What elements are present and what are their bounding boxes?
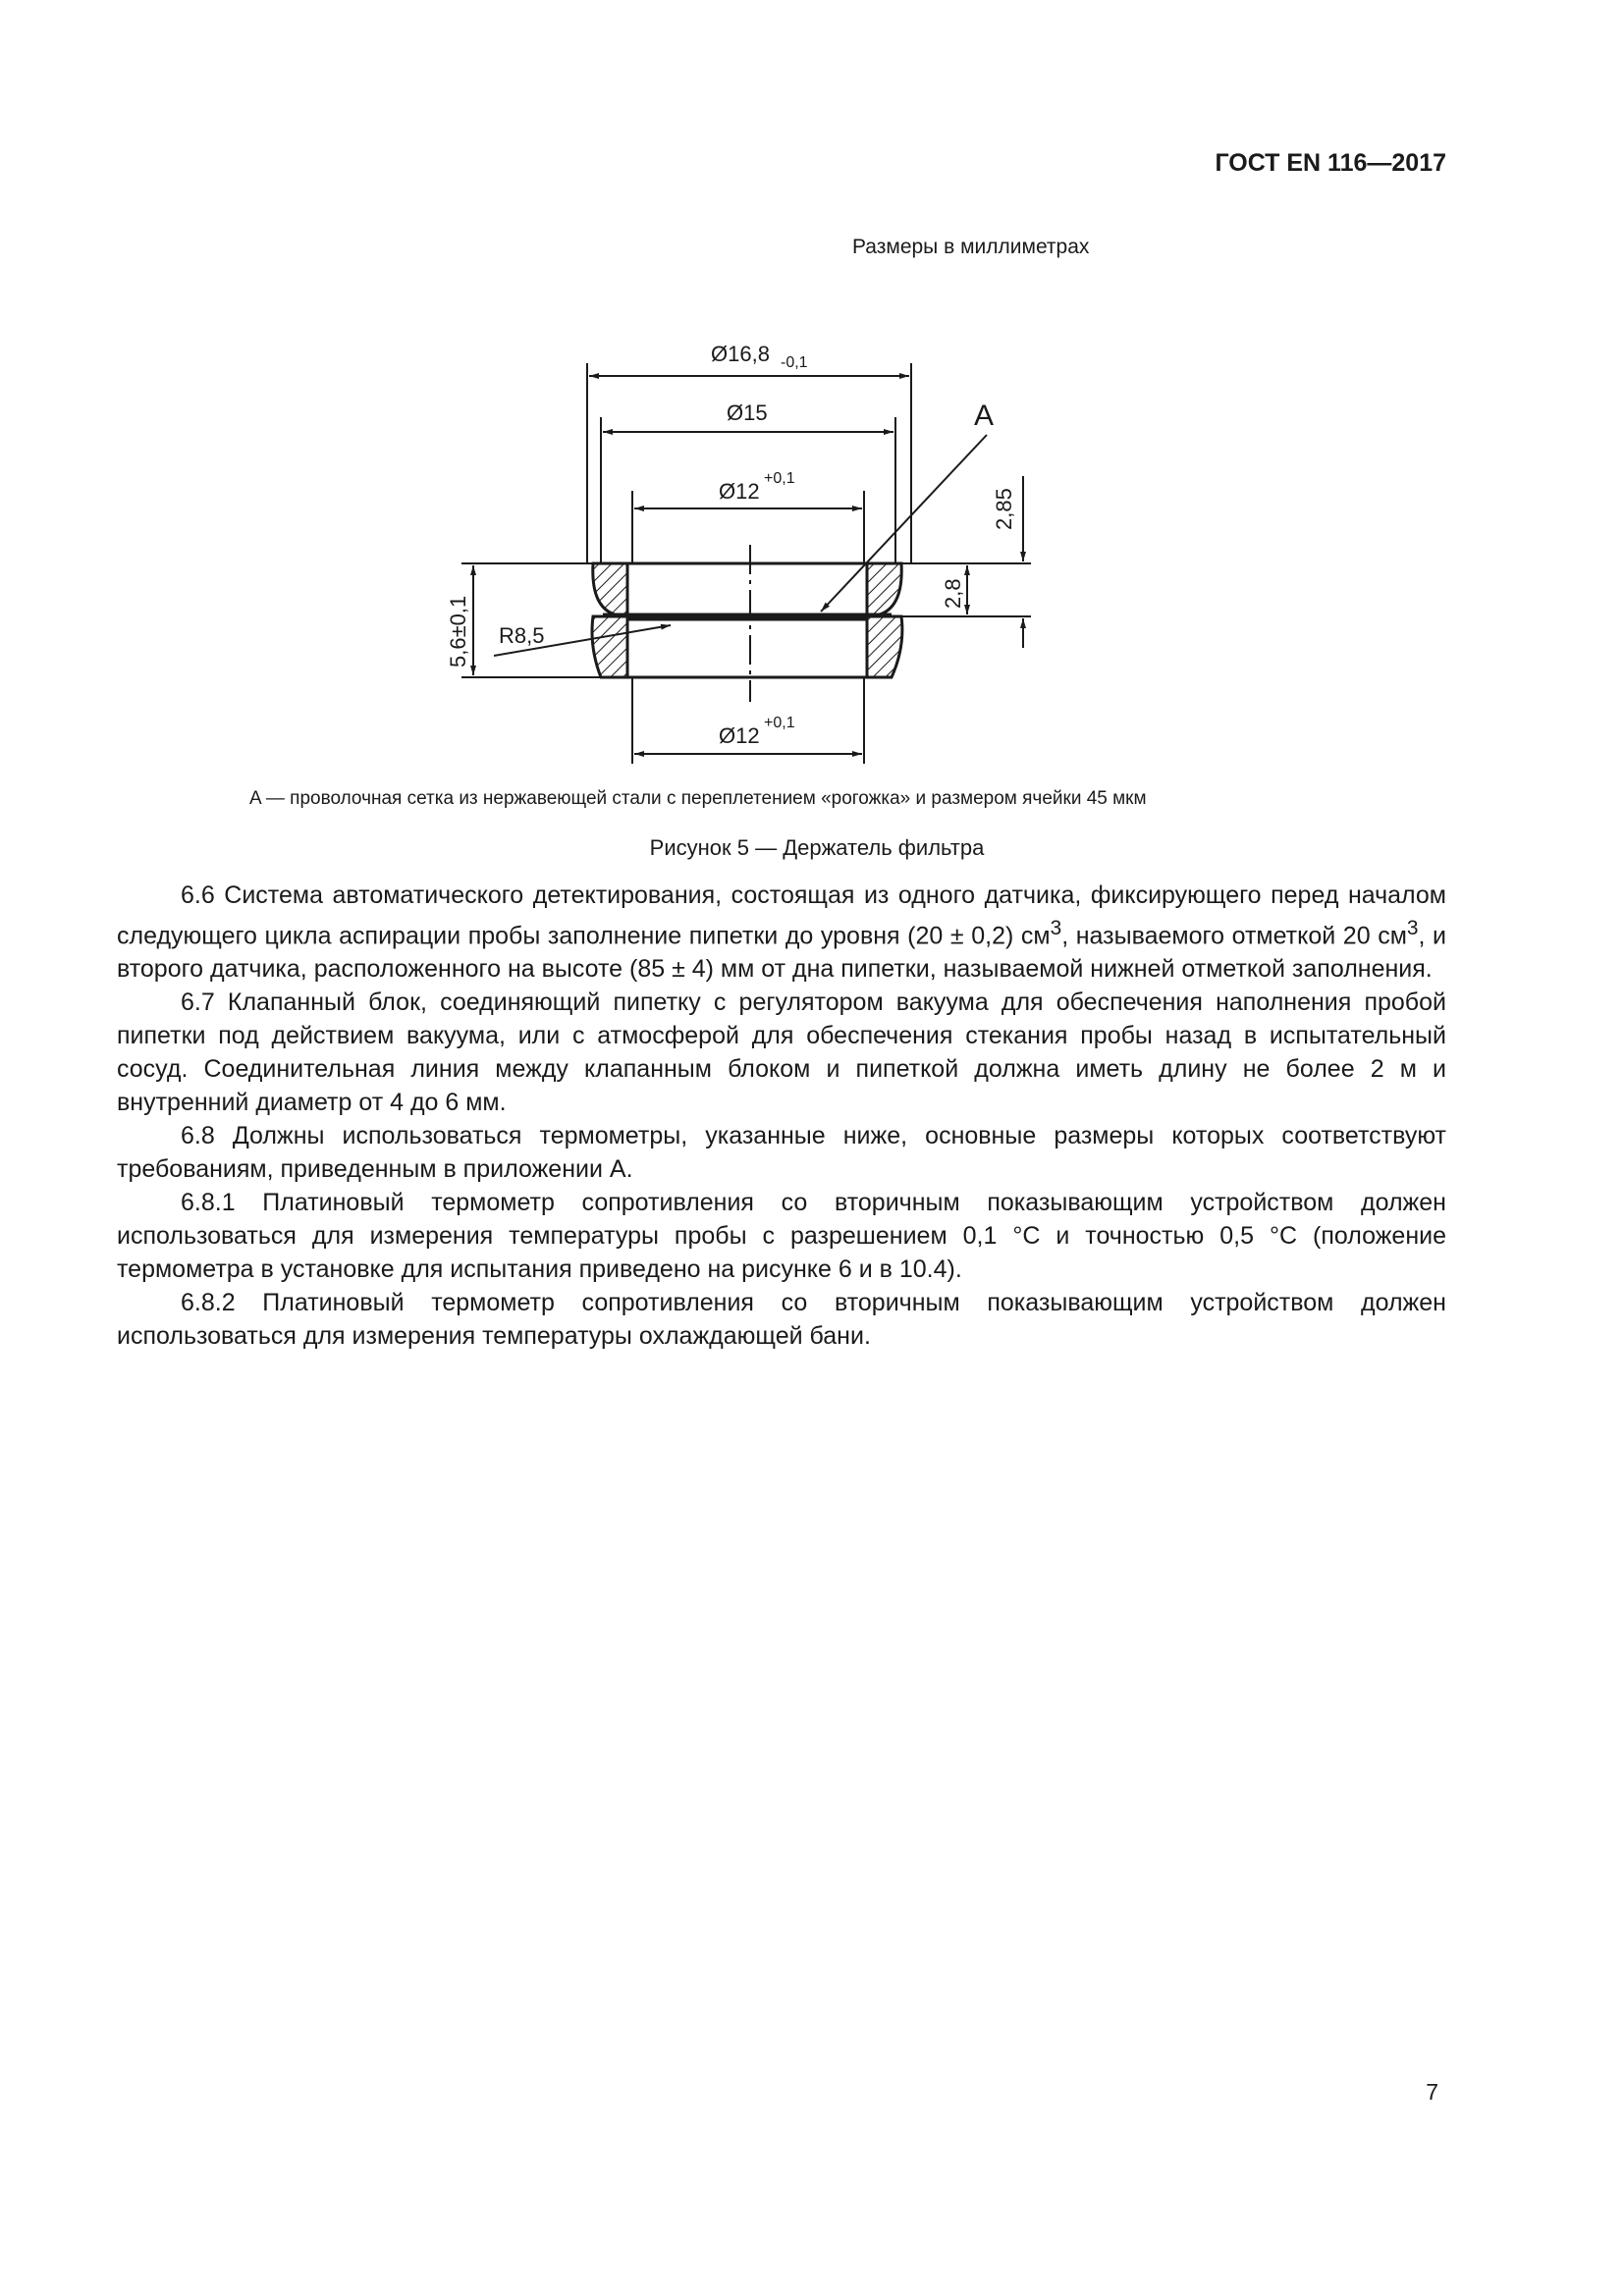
dim-radius: R8,5 bbox=[499, 623, 545, 648]
dim-depth-step: 2,8 bbox=[941, 578, 965, 609]
paragraph-6-6: 6.6 Система автоматического детектирования, состоящая из одного датчика, фиксирующего перед началом следующего цикла аспирации пробы заполнение пипетки до уровня (20 ± 0,2) $см^3$, называемого отметкой 20 $см^3$, и второго датчика, расположенного на высоте (85 ± 4) мм от дна пипетки, называемой нижней отметкой заполнения. bbox=[117, 881, 1446, 984]
paragraph-6-8: 6.8 Должны использоваться термометры, указанные ниже, основные размеры которых соответствуют требованиям, приведенным в приложении А. bbox=[117, 1122, 1446, 1184]
units-note: Размеры в миллиметрах bbox=[852, 236, 1090, 258]
part-body bbox=[592, 563, 902, 677]
dim-depth-top: 2,85 bbox=[992, 488, 1016, 530]
filter-holder-drawing bbox=[0, 0, 1624, 785]
body-text bbox=[117, 879, 1446, 1353]
dimension-labels bbox=[446, 342, 1016, 748]
figure-key: A — проволочная сетка из нержавеющей стали с переплетением «рогожка» и размером ячейки 45 мкм bbox=[249, 788, 1147, 809]
dim-outer-diameter: Ø16,8 bbox=[711, 342, 770, 366]
callout-label: A bbox=[974, 400, 995, 432]
dim-height-total: 5,6±0,1 bbox=[446, 595, 470, 667]
standard-code: ГОСТ EN 116—2017 bbox=[1215, 149, 1446, 177]
paragraph-6-8-1: 6.8.1 Платиновый термометр сопротивления со вторичным показывающим устройством должен использоваться для измерения температуры пробы с разрешением 0,1 °С и точностью 0,5 °С (положение термометра в установке для испытания приведено на рисунке 6 и в 10.4). bbox=[117, 1189, 1446, 1284]
dim-inner-bottom: Ø12 bbox=[719, 723, 760, 748]
figure-caption: Рисунок 5 — Держатель фильтра bbox=[649, 835, 985, 860]
page-number: 7 bbox=[1426, 2079, 1438, 2105]
dim-outer-tol: -0,1 bbox=[781, 354, 808, 371]
paragraph-6-8-2: 6.8.2 Платиновый термометр сопротивления со вторичным показывающим устройством должен использоваться для измерения температуры охлаждающей бани. bbox=[117, 1289, 1446, 1351]
dim-diameter-15: Ø15 bbox=[727, 400, 768, 425]
dim-inner-top: Ø12 bbox=[719, 479, 760, 504]
paragraph-6-7: 6.7 Клапанный блок, соединяющий пипетку с регулятором вакуума для обеспечения наполнения пробой пипетки под действием вакуума, или с атмосферой для обеспечения стекания пробы назад в испытательный сосуд. Соединительная линия между клапанным блоком и пипеткой должна иметь длину не более 2 м и внутренний диаметр от 4 до 6 мм. bbox=[117, 988, 1446, 1117]
dim-inner-top-tol: +0,1 bbox=[764, 470, 795, 487]
dim-inner-bottom-tol: +0,1 bbox=[764, 715, 795, 731]
